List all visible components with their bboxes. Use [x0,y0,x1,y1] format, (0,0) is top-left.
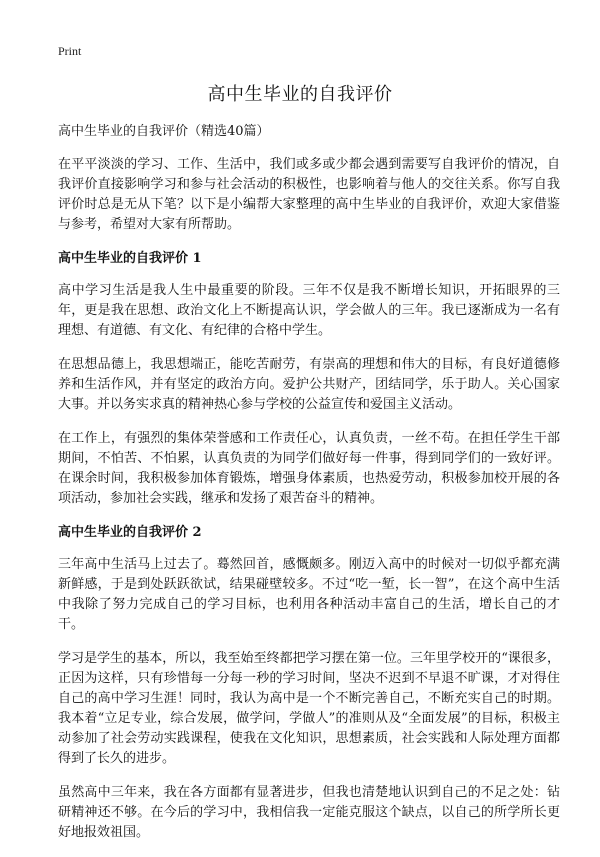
document-body [58,122,560,857]
page-title: 高中生毕业的自我评价 [207,84,393,105]
section-heading: 高中生毕业的自我评价 1 [58,251,202,266]
document-subtitle: 高中生毕业的自我评价（精选40篇） [58,124,270,139]
paragraph: 高中学习生活是我人生中最重要的阶段。三年不仅是我不断增长知识，开拓眼界的三年，更是我在思想、政治文化上不断提高认识，学会做人的三年。我已逐渐成为一名有理想、有道德、有文化、有纪律的合格中学生。 [58,283,560,338]
section-heading: 高中生毕业的自我评价 2 [58,525,202,540]
paragraph: 在思想品德上，我思想端正，能吃苦耐劳，有崇高的理想和伟大的目标，有良好道德修养和生活作风，并有坚定的政治方向。爱护公共财产，团结同学，乐于助人。关心国家大事。并以务实求真的精神热心参与学校的公益宣传和爱国主义活动。 [58,357,560,412]
paragraph: 三年高中生活马上过去了。蓦然回首，感慨颇多。刚迈入高中的时候对一切似乎都充满新鲜感，于是到处跃跃欲试，结果碰壁较多。不过“吃一堑，长一智”，在这个高中生活中我除了努力完成自己的学习目标，也利用各种活动丰富自己的生活，增长自己的才干。 [58,557,560,632]
paragraph: 学习是学生的基本，所以，我至始至终都把学习摆在第一位。三年里学校开的“课很多，正因为这样，只有珍惜每一分每一秒的学习时间，坚决不迟到不早退不旷课，才对得住自己的高中学习生涯！同时，我认为高中是一个不断完善自己，不断充实自己的时期。我本着“立足专业，综合发展，做学问，学做人”的准则从及“全面发展”的目标，积极主动参加了社会劳动实践课程，使我在文化知识，思想素质，社会实践和人际处理方面都得到了长久的进步。 [58,651,560,766]
paragraph: 在工作上，有强烈的集体荣誉感和工作责任心，认真负责，一丝不苟。在担任学生干部期间，不怕苦、不怕累，认真负责的为同学们做好每一件事，得到同学们的一致好评。在课余时间，我积极参加体育锻炼，增强身体素质，也热爱劳动，积极参加校开展的各项活动，参加社会实践，继承和发扬了艰苦奋斗的精神。 [58,431,560,506]
paragraph: 虽然高中三年来，我在各方面都有显著进步，但我也清楚地认识到自己的不足之处：钻研精神还不够。在今后的学习中，我相信我一定能克服这个缺点，以自己的所学所长更好地报效祖国。 [58,785,560,840]
print-link[interactable]: Print [58,44,82,58]
intro-paragraph: 在平平淡淡的学习、工作、生活中，我们或多或少都会遇到需要写自我评价的情况，自我评价直接影响学习和参与社会活动的积极性，也影响着与他人的交往关系。你写自我评价时总是无从下笔？以下是小编帮大家整理的高中生毕业的自我评价，欢迎大家借鉴与参考，希望对大家有所帮助。 [58,157,560,232]
